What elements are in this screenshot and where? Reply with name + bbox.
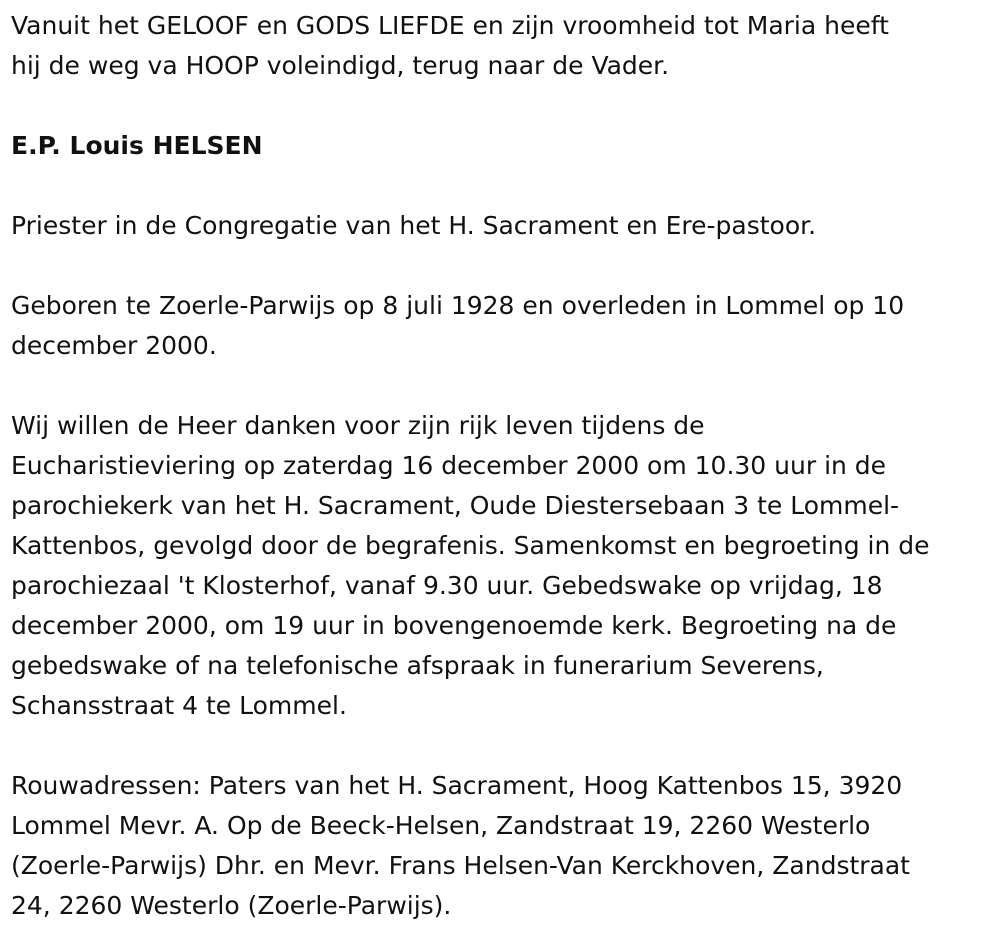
birth-death-paragraph: Geboren te Zoerle-Parwijs op 8 juli 1928 en overleden in Lommel op 10 december 2000. [11, 291, 905, 360]
addresses-paragraph: Rouwadressen: Paters van het H. Sacrament, Hoog Kattenbos 15, 3920 Lommel Mevr. A. Op de Beeck-Helsen, Zandstraat 19, 2260 Westerlo (Zoerle-Parwijs) Dhr. en Mevr. Frans Helsen-Van Kerckhoven, Zandstraat 24, 2260 Westerlo (Zoerle-Parwijs). [11, 771, 910, 920]
deceased-name: E.P. Louis HELSEN [11, 131, 263, 160]
service-paragraph: Wij willen de Heer danken voor zijn rijk leven tijdens de Eucharistieviering op zaterdag 16 december 2000 om 10.30 uur in de parochiekerk van het H. Sacrament, Oude Diestersebaan 3 te Lommel- Kattenbos, gevolgd door de begrafenis. Samenkomst en begroeting in de parochiezaal 't Klosterhof, vanaf 9.30 uur. Gebedswake op vrijdag, 18 december 2000, om 19 uur in bovengenoemde kerk. Begroeting na de gebedswake of na telefonische afspraak in funerarium Severens, Schansstraat 4 te Lommel. [11, 411, 930, 720]
obituary-document [0, 6, 1000, 926]
role-paragraph: Priester in de Congregatie van het H. Sacrament en Ere-pastoor. [11, 211, 817, 240]
intro-paragraph: Vanuit het GELOOF en GODS LIEFDE en zijn vroomheid tot Maria heeft hij de weg va HOOP voleindigd, terug naar de Vader. [11, 11, 889, 80]
